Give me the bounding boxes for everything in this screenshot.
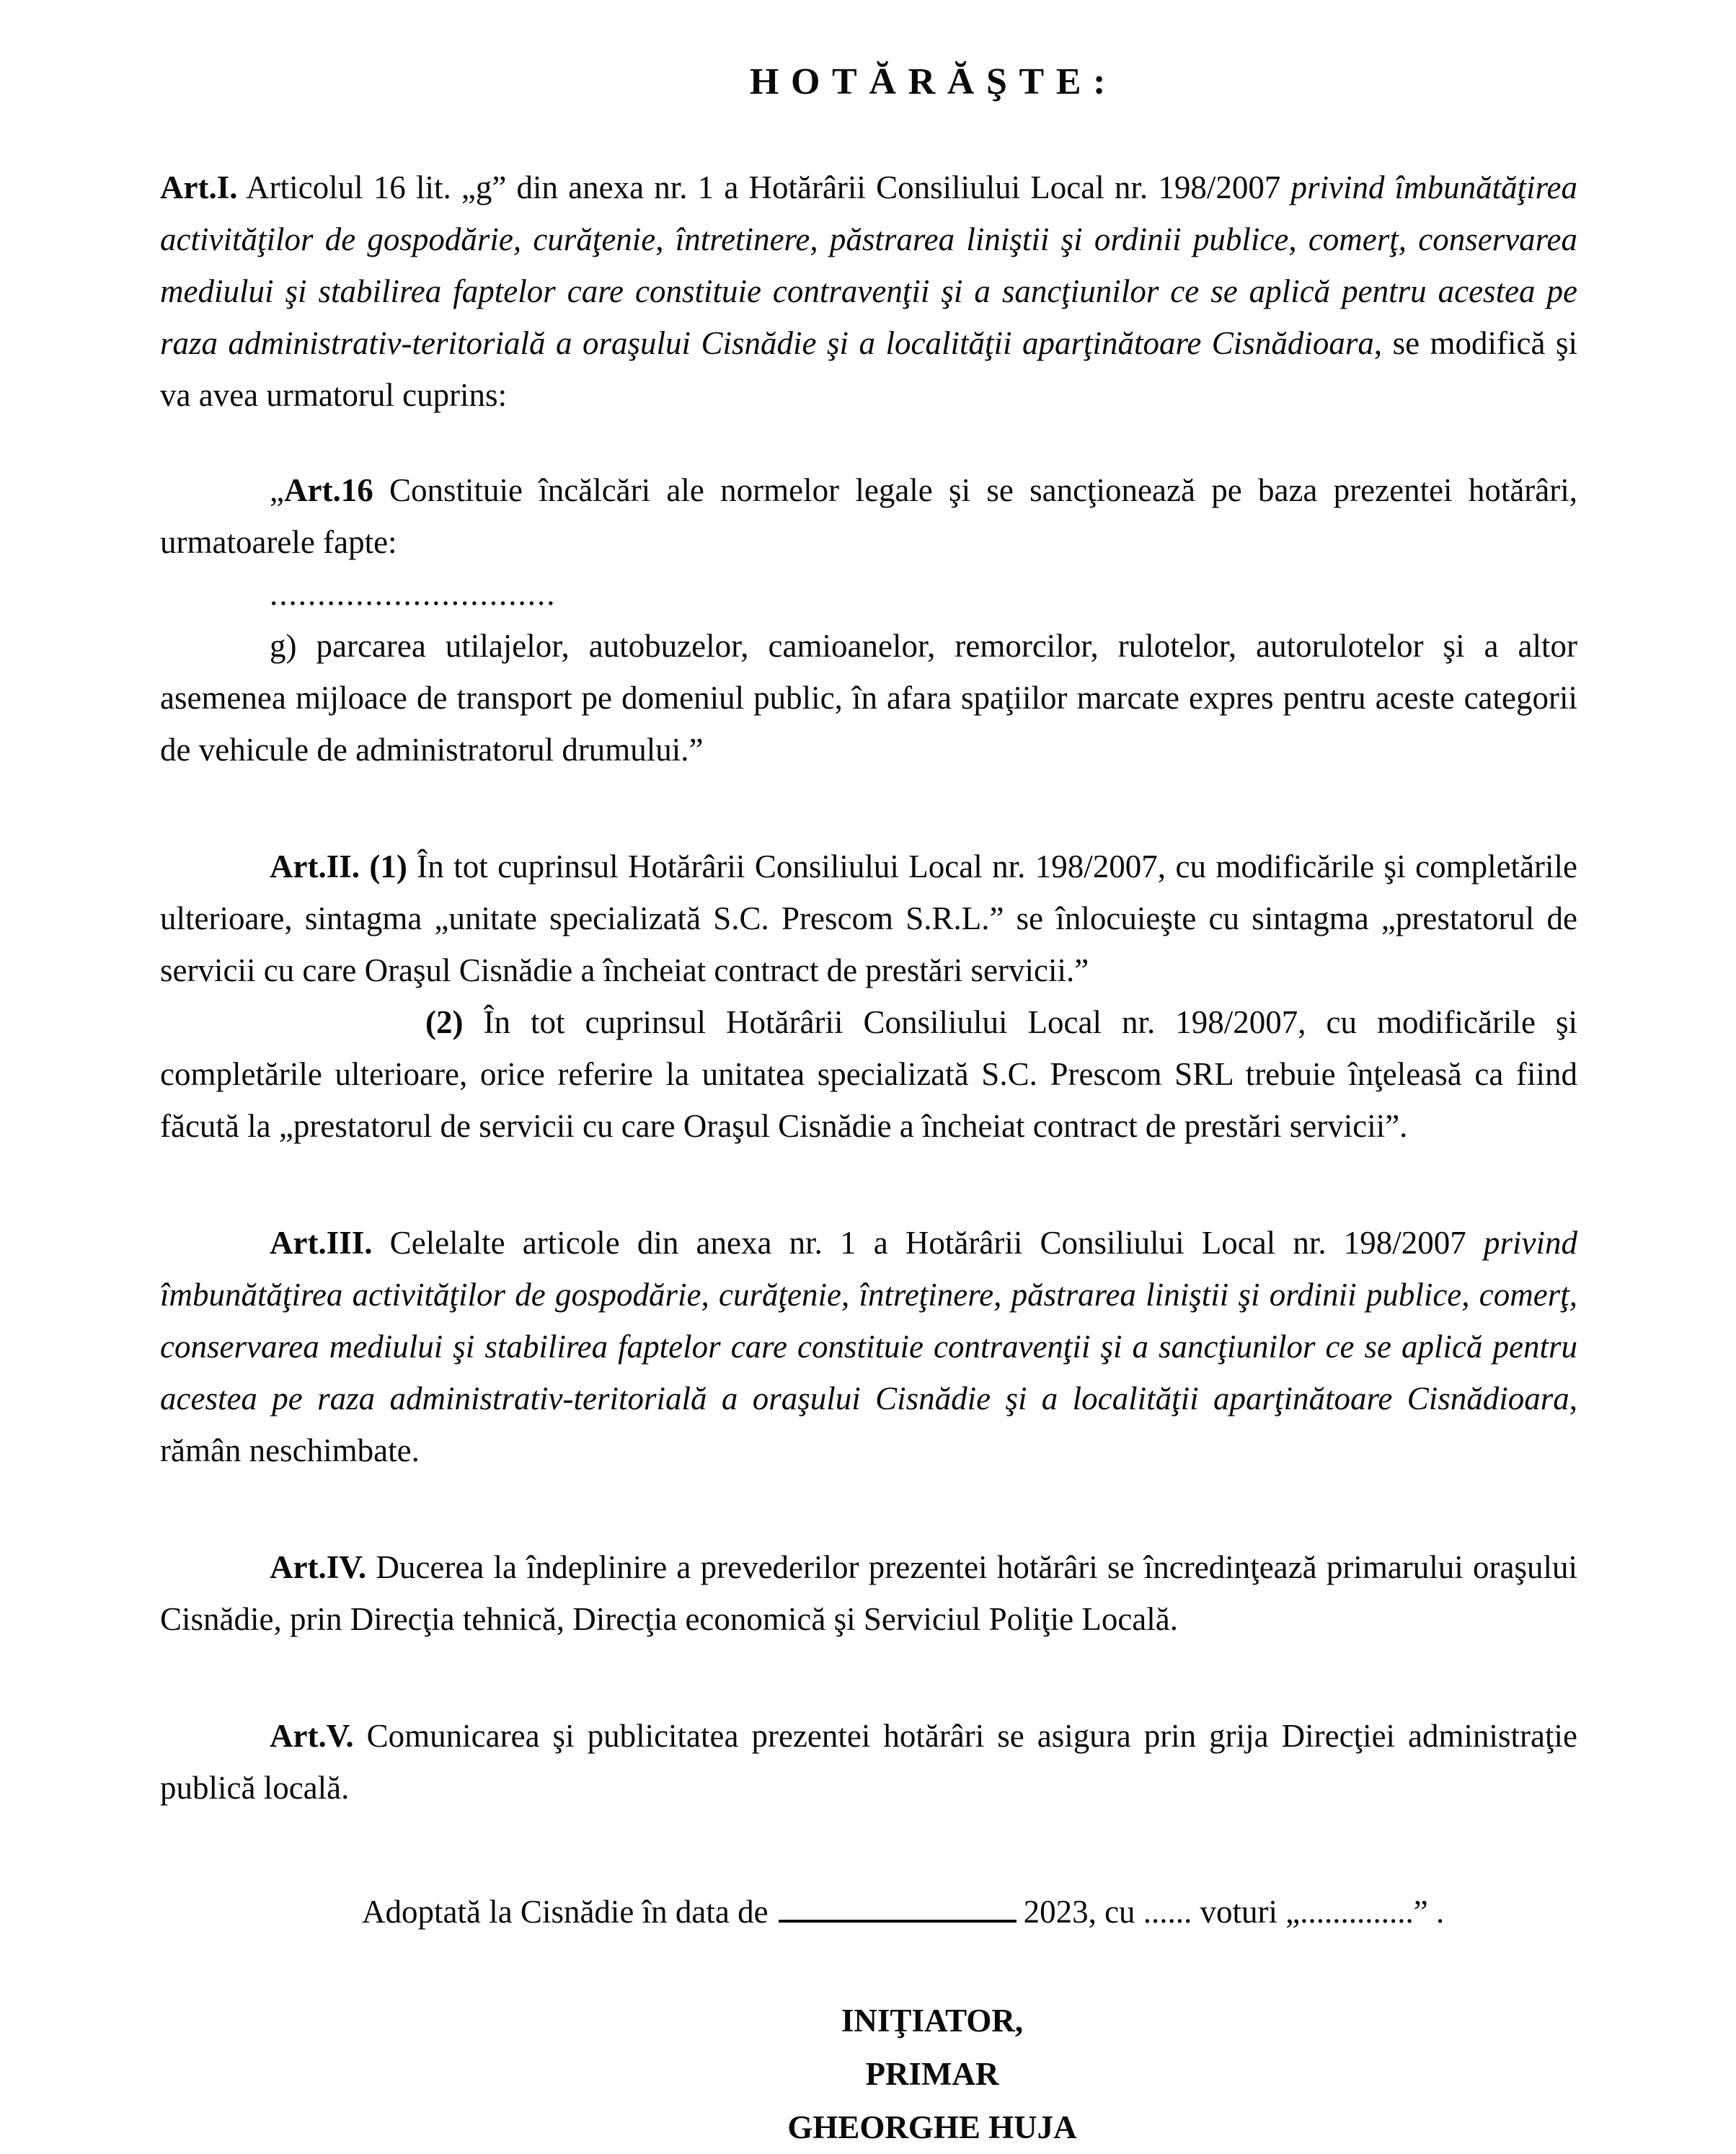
art-v-label: Art.V.	[270, 1718, 354, 1754]
paragraph-art-iv	[160, 1541, 1577, 1645]
art-iv-label: Art.IV.	[270, 1549, 367, 1585]
date-blank-line	[779, 1892, 1017, 1923]
art-i-tail-text: , se modifică şi va avea urmatorul cuprins:	[160, 325, 1577, 413]
art-ii-1-label: Art.II. (1)	[270, 848, 407, 885]
paragraph-art-16	[160, 464, 1577, 568]
primar-label: PRIMAR	[865, 2056, 999, 2092]
art-iii-label: Art.III.	[270, 1225, 373, 1261]
art-iii-tail-text: , rămân neschimbate.	[160, 1380, 1577, 1468]
art-i-label: Art.I.	[160, 169, 238, 205]
adoption-prefix: Adoptată la Cisnădie în data de	[362, 1894, 769, 1930]
paragraph-art-v	[160, 1710, 1577, 1814]
paragraph-letter-g	[160, 620, 1577, 776]
art-i-intro-text: Articolul 16 lit. „g” din anexa nr. 1 a Hotărârii Consiliului Local nr. 198/2007	[237, 169, 1291, 205]
signature-block	[223, 1994, 1641, 2154]
paragraph-art-ii-2	[160, 996, 1577, 1152]
paragraph-art-iii	[160, 1217, 1577, 1476]
art-ii-1-text: În tot cuprinsul Hotărârii Consiliului Local nr. 198/2007, cu modificările şi completările ulterioare, sintagma „unitate specializată S.C. Prescom S.R.L.” se înlocuieşte cu sintagma „prestatorul de servicii cu care Oraşul Cisnădie a încheiat contract de prestări servicii.”	[160, 848, 1577, 988]
art-i-decision-title: privind îmbunătăţirea activităţilor de gospodărie, curăţenie, întretinere, păstrarea liniştii şi ordinii publice, comerţ, conservarea mediului şi stabilirea faptelor care constituie contravenţii şi a sancţiunilor ce se aplică pentru acestea pe raza administrativ-teritorială a oraşului Cisnădie şi a localităţii aparţinătoare Cisnădioara	[160, 169, 1577, 361]
document-title: HOTĂRĂŞTE:	[749, 61, 1118, 102]
art-ii-2-text: În tot cuprinsul Hotărârii Consiliului Local nr. 198/2007, cu modificările şi completările ulterioare, orice referire la unitatea specializată S.C. Prescom SRL trebuie înţeleasă ca fiind făcută la „prestatorul de servicii cu care Oraşul Cisnădie a încheiat contract de prestări servicii”.	[160, 1004, 1577, 1144]
paragraph-art-ii-1	[160, 841, 1577, 996]
paragraph-art-i	[160, 161, 1577, 421]
art-v-text: Comunicarea şi publicitatea prezentei hotărâri se asigura prin grija Direcţiei administraţie publică locală.	[160, 1718, 1577, 1806]
art-iv-text: Ducerea la îndeplinire a prevederilor prezentei hotărâri se încredinţează primarului oraşului Cisnădie, prin Direcţia tehnică, Direcţia economică şi Serviciul Poliţie Locală.	[160, 1549, 1577, 1637]
dots-line: ..............................	[270, 576, 557, 612]
art-iii-decision-title: privind îmbunătăţirea activităţilor de gospodărie, curăţenie, întreţinere, păstrarea liniştii şi ordinii publice, comerţ, conservarea mediului şi stabilirea faptelor care constituie contravenţii şi a sancţiunilor ce se aplică pentru acestea pe raza administrativ-teritorială a oraşului Cisnădie şi a localităţii aparţinătoare Cisnădioara	[160, 1225, 1577, 1417]
letter-g-text: g) parcarea utilajelor, autobuzelor, camioanelor, remorcilor, rulotelor, autorulotelor şi a altor asemenea mijloace de transport pe domeniul public, în afara spaţiilor marcate expres pentru aceste categorii de vehicule de administratorul drumului.”	[160, 628, 1577, 768]
art-ii-2-label: (2)	[425, 1004, 464, 1040]
art-16-open-quote: „	[270, 472, 284, 508]
initiator-label: INIŢIATOR,	[841, 2003, 1024, 2039]
primar-name: GHEORGHE HUJA	[787, 2109, 1077, 2145]
adoption-line	[160, 1886, 1577, 1938]
adoption-suffix: 2023, cu ...... voturi „..............” .	[1023, 1894, 1445, 1930]
art-16-label: Art.16	[283, 472, 373, 508]
art-16-text: Constituie încălcări ale normelor legale şi se sancţionează pe baza prezentei hotărâri, urmatoarele fapte:	[160, 472, 1577, 560]
art-iii-intro-text: Celelalte articole din anexa nr. 1 a Hotărârii Consiliului Local nr. 198/2007	[372, 1225, 1484, 1261]
